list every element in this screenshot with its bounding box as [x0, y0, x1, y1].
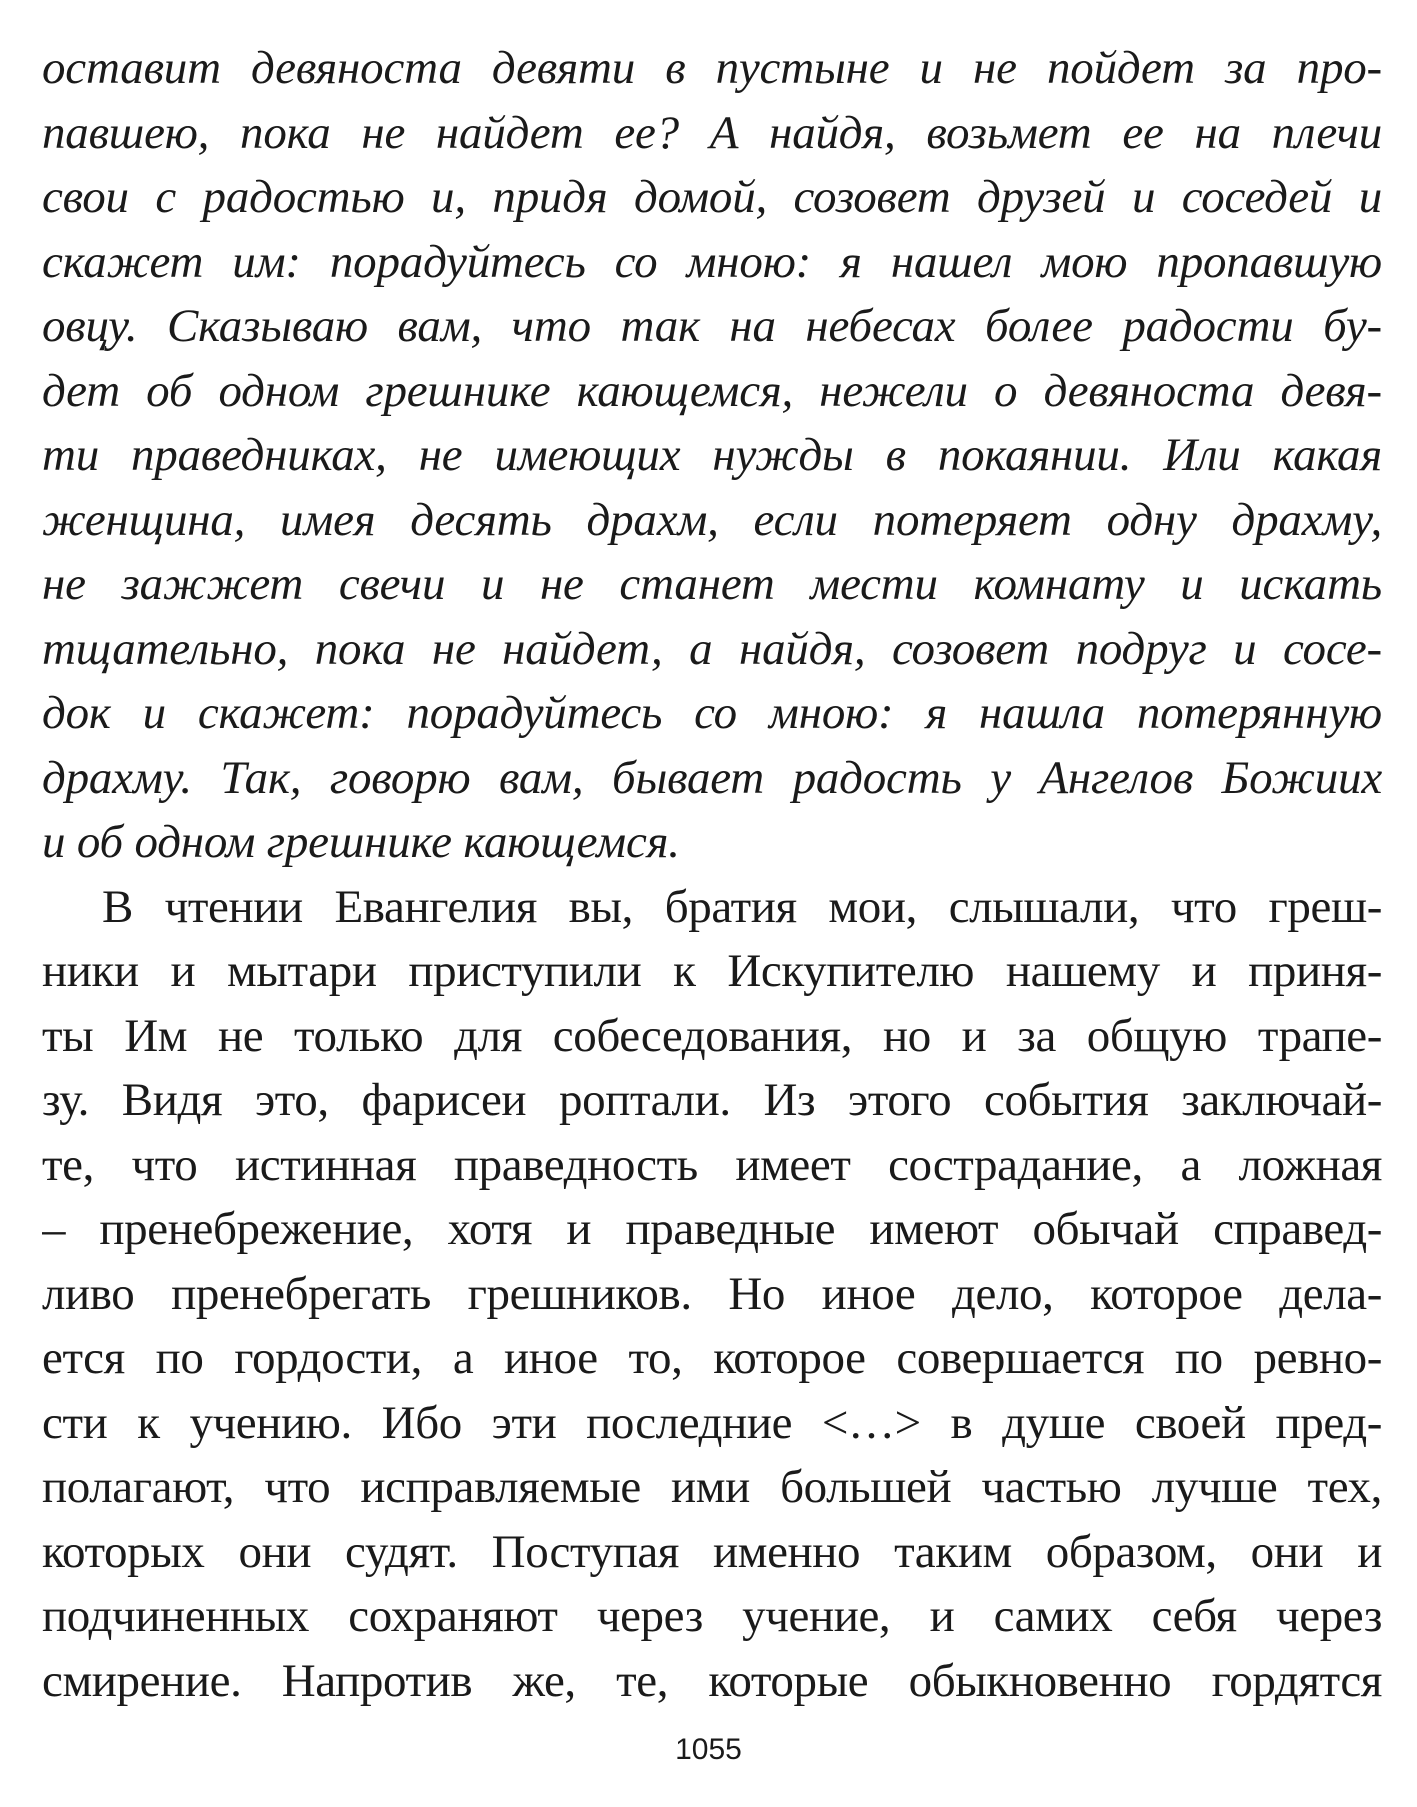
quote-line: скажет им: порадуйтесь со мною: я нашел мою пропавшую [42, 235, 1382, 288]
paragraph-line: зу. Видя это, фарисеи роптали. Из этого события заключай- [42, 1074, 1382, 1126]
quote-line: женщина, имея десять драхм, если потеряет одну драхму, [42, 493, 1382, 546]
quote-line: оставит девяноста девяти в пустыне и не пойдет за про- [42, 42, 1382, 94]
paragraph-line: ники и мытари приступили к Искупителю нашему и приня- [42, 945, 1382, 997]
paragraph-line: В чтении Евангелия вы, братия мои, слышали, что греш- [102, 880, 1382, 933]
paragraph-line: те, что истинная праведность имеет сострадание, а ложная [42, 1138, 1382, 1191]
paragraph-line: подчиненных сохраняют через учение, и самих себя через [42, 1590, 1382, 1642]
quote-line: драхму. Так, говорю вам, бывает радость у Ангелов Божиих [42, 751, 1382, 804]
quote-line: ти праведниках, не имеющих нужды в покаянии. Или какая [42, 429, 1382, 481]
paragraph-line: – пренебрежение, хотя и праведные имеют обычай справед- [42, 1203, 1382, 1255]
quote-line: не зажжет свечи и не станет мести комнату и искать [42, 558, 1382, 610]
paragraph-line: сти к учению. Ибо эти последние <…> в душе своей пред- [42, 1396, 1382, 1449]
paragraph-line: ется по гордости, а иное то, которое совершается по ревно- [42, 1332, 1382, 1384]
quote-line: тщательно, пока не найдет, а найдя, созовет подруг и сосе- [42, 622, 1382, 675]
quote-line: свои с радостью и, придя домой, созовет друзей и соседей и [42, 171, 1382, 223]
paragraph-line: ты Им не только для собеседования, но и за общую трапе- [42, 1009, 1382, 1062]
paragraph-line: ливо пренебрегать грешников. Но иное дело, которое дела- [42, 1267, 1382, 1320]
paragraph-line: полагают, что исправляемые ими большей частью лучше тех, [42, 1461, 1382, 1513]
quote-line: павшею, пока не найдет ее? А найдя, возьмет ее на плечи [42, 106, 1382, 159]
page-number: 1055 [675, 1733, 742, 1766]
page-content [42, 36, 1382, 1713]
quote-line: и об одном грешнике кающемся. [42, 816, 680, 868]
paragraph-line: смирение. Напротив же, те, которые обыкновенно гордятся [42, 1654, 1382, 1707]
paragraph-line: которых они судят. Поступая именно таким образом, они и [42, 1525, 1382, 1578]
sermon-paragraph [42, 875, 1382, 1714]
quote-line: док и скажет: порадуйтесь со мною: я нашла потерянную [42, 687, 1382, 739]
gospel-quote [42, 36, 1382, 875]
quote-line: овцу. Сказываю вам, что так на небесах более радости бу- [42, 300, 1382, 352]
quote-line: дет об одном грешнике кающемся, нежели о девяноста девя- [42, 364, 1382, 417]
